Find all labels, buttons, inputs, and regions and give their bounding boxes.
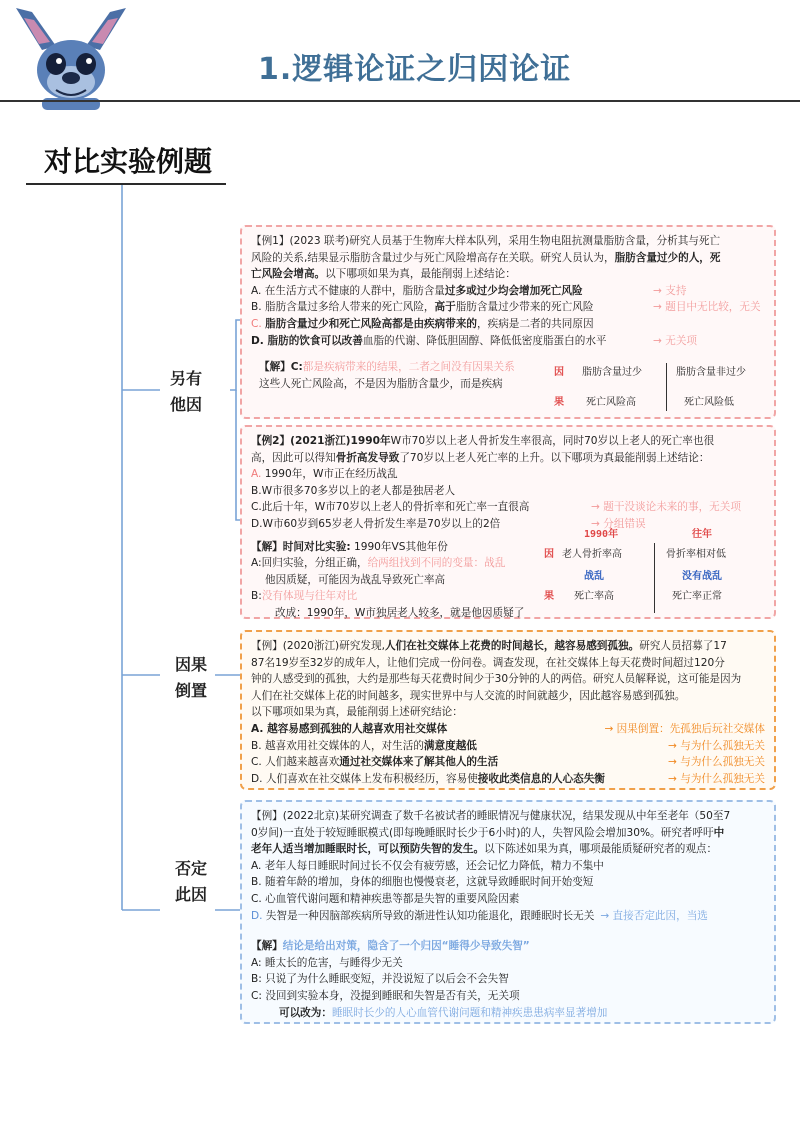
- ex1-option-c: C. 脂肪含量过少和死亡风险高都是由疾病带来的，疾病是二者的共同原因: [251, 317, 594, 330]
- ex1-option-a: A. 在生活方式不健康的人群中，脂肪含量过多或过少均会增加死亡风险 → 支持: [251, 284, 687, 297]
- page-title: 1.逻辑论证之归因论证: [258, 52, 572, 87]
- branch-label-reverse-causation: 因果 倒置: [174, 655, 207, 700]
- ex4-solution-line-2: A: 睡太长的危害，与睡得少无关: [251, 956, 403, 969]
- ex3-stem-line-1: 【例】(2020浙江)研究发现,人们在社交媒体上花费的时间越长，越容易感到孤独。研究人员招募了17: [251, 640, 727, 652]
- ex1-stem-line-3: 亡风险会增高。以下哪项如果为真，最能削弱上述结论：: [251, 268, 516, 281]
- example-4-card: [240, 800, 776, 1024]
- ex3-stem-line-5: 以下哪项如果为真，最能削弱上述研究结论：: [251, 706, 463, 719]
- ex2-option-a: A. 1990年，W市正在经历战乱: [251, 468, 398, 481]
- example-3-card: [240, 630, 776, 790]
- ex2-option-b: B.W市很多70多岁以上的老人都是独居老人: [251, 484, 456, 497]
- ex1-stem-line-1: 【例1】(2023 联考)研究人员基于生物库大样本队列，采用生物电阻抗测量脂肪含量，分析其与死亡: [251, 235, 721, 247]
- ex3-stem-line-4: 人们在社交媒体上花的时间越多，现实世界中与人交流的时间就越少，因此越容易感到孤独。: [251, 689, 686, 702]
- ex2-solution-line-3: 他因质疑，可能因为战乱导致死亡率高: [265, 573, 446, 586]
- ex4-option-a: A. 老年人每日睡眠时间过长不仅会有疲劳感，还会记忆力降低，精力不集中: [251, 859, 604, 872]
- ex4-solution-line-4: C: 没回到实验本身，没提到睡眠和失智是否有关，无关项: [251, 989, 520, 1002]
- ex2-solution-line-2: A:回归实验，分组正确，给两组找到不同的变量：战乱: [251, 557, 506, 570]
- ex3-stem-line-2: 87名19岁至32岁的成年人，让他们完成一份问卷。调查发现，在社交媒体上每天花费时间超过120分: [251, 656, 725, 669]
- ex3-option-d: D. 人们喜欢在社交媒体上发布积极经历，容易使接收此类信息的人心态失衡 → 与为什么孤独无关: [251, 772, 765, 785]
- ex4-solution-line-3: B: 只说了为什么睡眠变短，并没说短了以后会不会失智: [251, 973, 509, 986]
- ex4-stem-line-2: 0岁间)一直处于较短睡眠模式(即每晚睡眠时长少于6小时)的人，失智风险会增加30%。研究者呼吁中: [251, 826, 725, 839]
- ex2-stem-line-1: 【例2】(2021浙江)1990年W市70岁以上老人骨折发生率很高，同时70岁以上老人的死亡率也很: [251, 435, 715, 447]
- ex4-stem-line-3: 老年人适当增加睡眠时长，可以预防失智的发生。以下陈述如果为真，哪项最能质疑研究者的观点：: [251, 843, 718, 856]
- ex2-option-c: C.此后十年，W市70岁以上老人的骨折率和死亡率一直很高 → 题干没谈论未来的事，无关项: [251, 501, 741, 514]
- ex2-solution-line-5: 改成：1990年，W市独居老人较多，就是他因质疑了: [275, 606, 525, 619]
- ex3-option-a: A. 越容易感到孤独的人越喜欢用社交媒体 → 因果倒置：先孤独后玩社交媒体: [251, 722, 765, 735]
- ex2-option-d: D.W市60岁到65岁老人骨折发生率是70岁以上的2倍 → 分组错误: [251, 517, 646, 530]
- ex2-compare-table: 1990年 往年 因 老人骨折率高 骨折率相对低 战乱 没有战乱 果 死亡率高 死亡率正常: [544, 527, 770, 617]
- ex4-option-d: D. 失智是一种因脑部疾病所导致的渐进性认知功能退化，跟睡眠时长无关 → 直接否定此因，当选: [251, 909, 708, 922]
- ex4-stem-line-1: 【例】(2022北京)某研究调查了数千名被试者的睡眠情况与健康状况，结果发现从中年至老年（50至7: [251, 810, 731, 822]
- ex2-solution-line-4: B:没有体现与往年对比: [251, 590, 358, 603]
- ex2-solution-line-1: 【解】时间对比实验: 1990年VS其他年份: [251, 540, 448, 553]
- branch-label-deny-cause: 否定 此因: [174, 859, 207, 904]
- branch-label-other-cause: 另有 他因: [169, 369, 202, 414]
- ex1-solution-line-1: 【解】C:都是疾病带来的结果，二者之间没有因果关系: [259, 361, 515, 374]
- ex4-option-c: C. 心血管代谢问题和精神疾患等都是失智的重要风险因素: [251, 892, 520, 905]
- ex4-option-b: B. 随着年龄的增加，身体的细胞也慢慢衰老，这就导致睡眠时间开始变短: [251, 876, 594, 889]
- ex4-solution-line-1: 【解】结论是给出对策，隐含了一个归因“睡得少导致失智”: [251, 940, 530, 953]
- ex3-option-b: B. 越喜欢用社交媒体的人，对生活的满意度越低 → 与为什么孤独无关: [251, 739, 765, 752]
- ex1-option-d: D. 脂肪的饮食可以改善血脂的代谢、降低胆固醇、降低低密度脂蛋白的水平 → 无关项: [251, 334, 698, 347]
- ex1-stem-line-2: 风险的关系,结果显示脂肪含量过少与死亡风险增高存在关联。研究人员认为，脂肪含量过少的人，死: [251, 251, 721, 264]
- example-1-card: 【例1】(2023 联考)研究人员基于生物库大样本队列，采用生物电阻抗测量脂肪含量，分析其与死亡 风险的关系,结果显示脂肪含量过少与死亡风险增高存在关联。研究人员认为，脂肪含量过少的人，死 亡风险会增高。以下哪项如果为真，最能削弱上述结论： A. 在生活方式不健康的人群中，脂肪含量过多或过少均会增加死亡风险 → 支持 B. 脂肪含量过多给人带来的死亡风险，高于脂肪含量过少带来的死亡风险 → 题目中无比较，无关 C. 脂肪含量过少和死亡风险高都是由疾病带来的，疾病是二者的共同原因 D. 脂肪的饮食可以改善血脂的代谢、降低胆固醇、降低低密度脂蛋白的水平 → 无关项 【解】C:都是疾病带来的结果，二者之间没有因果关系 这些人死亡风险高，不是因为脂肪含量少，而是疾病 因 脂肪含量过少 脂肪含量非过少 果 死亡风险高 死亡风险低: [240, 225, 776, 419]
- ex3-option-c: C. 人们越来越喜欢通过社交媒体来了解其他人的生活 → 与为什么孤独无关: [251, 756, 765, 769]
- ex4-solution-line-5: 可以改为：睡眠时长少的人心血管代谢问题和精神疾患患病率显著增加: [279, 1006, 608, 1019]
- section-title: 对比实验例题: [44, 145, 213, 178]
- ex3-stem-line-3: 钟的人感受到的孤独，大约是那些每天花费时间少于30分钟的人的两倍。研究人员解释说，这可能是因为: [251, 673, 742, 686]
- ex1-option-b: B. 脂肪含量过多给人带来的死亡风险，高于脂肪含量过少带来的死亡风险 → 题目中无比较，无关: [251, 301, 761, 314]
- ex2-stem-line-2: 高，因此可以得知骨折高发导致了70岁以上老人死亡率的上升。以下哪项为真最能削弱上述结论：: [251, 451, 710, 464]
- example-2-card: [240, 425, 776, 619]
- ex1-solution-line-2: 这些人死亡风险高，不是因为脂肪含量少，而是疾病: [259, 377, 503, 390]
